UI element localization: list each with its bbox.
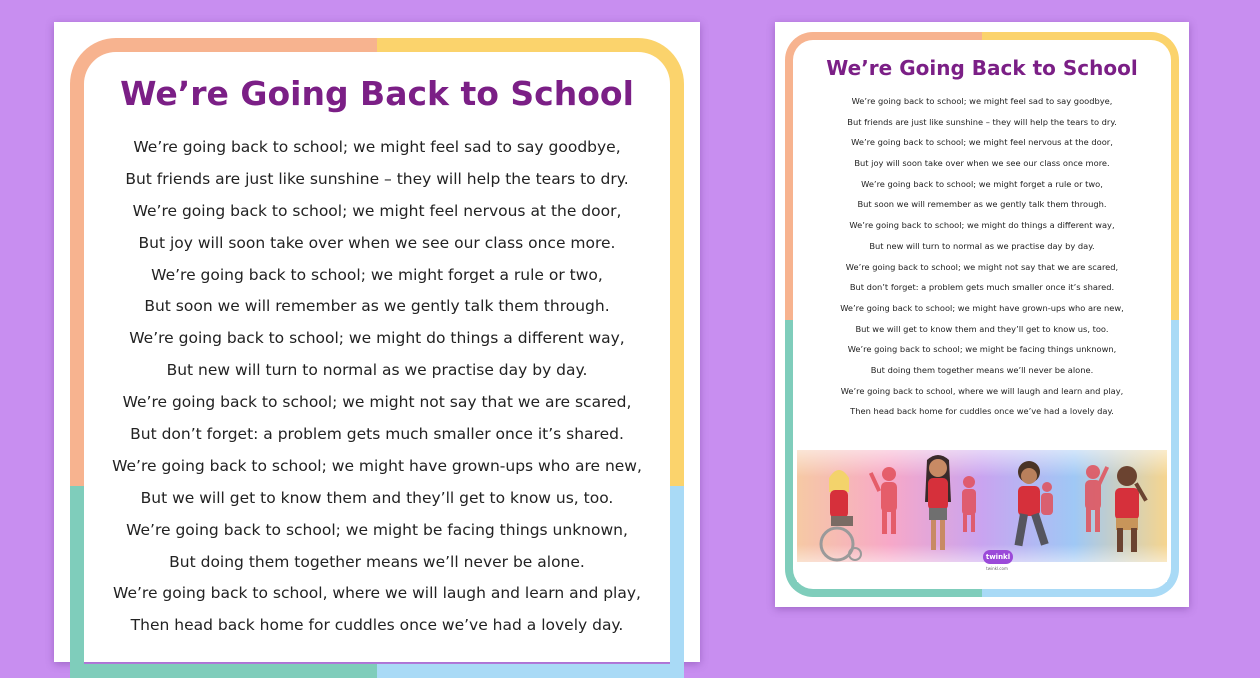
poem-line: We’re going back to school, where we will laugh and learn and play, [840,385,1124,396]
poem-line: But we will get to know them and they’ll get to know us, too. [855,323,1109,334]
poem-line: We’re going back to school; we might feel nervous at the door, [132,201,622,220]
poem-line: But doing them together means we’ll never be alone. [169,552,585,571]
poem-line: But friends are just like sunshine – they will help the tears to dry. [125,169,629,188]
poem-line: We’re going back to school; we might be facing things unknown, [847,344,1117,355]
poem-line: But don’t forget: a problem gets much smaller once it’s shared. [849,282,1115,293]
poem-line: We’re going back to school; we might feel sad to say goodbye, [133,138,621,156]
poem-line: But new will turn to normal as we practise day by day. [869,240,1095,251]
poem-line: We’re going back to school; we might do things a different way, [849,220,1115,231]
poster-title: We’re Going Back to School [120,74,634,113]
poem-lines [775,91,1189,422]
poem-line: We’re going back to school; we might have grown-ups who are new, [112,456,642,475]
poem-line: We’re going back to school; we might forget a rule or two, [151,265,603,284]
poem-line: But doing them together means we’ll never be alone. [870,364,1094,375]
illustration-art [797,432,1167,582]
poem-lines [54,132,700,642]
poem-line: Then head back home for cuddles once we’ve had a lovely day. [130,616,624,635]
poem-line: But joy will soon take over when we see our class once more. [854,158,1110,169]
poem-line: We’re going back to school; we might have grown-ups who are new, [840,302,1124,313]
children-illustration [797,432,1167,582]
poem-line: But friends are just like sunshine – they will help the tears to dry. [847,116,1117,127]
poem-line: We’re going back to school; we might not say that we are scared, [845,261,1119,272]
poster-large [54,22,700,662]
poster-small [775,22,1189,607]
poem-line: But don’t forget: a problem gets much smaller once it’s shared. [130,425,624,444]
poem-line: But new will turn to normal as we practise day by day. [166,361,588,380]
poem-line: We’re going back to school; we might feel sad to say goodbye, [851,96,1113,106]
poem-line: We’re going back to school; we might forget a rule or two, [861,178,1103,189]
poem-line: But we will get to know them and they’ll get to know us, too. [140,488,614,507]
brand-url: twinkl.com [986,566,1008,571]
poem-line: Then head back home for cuddles once we’ve had a lovely day. [850,406,1114,417]
poem-line: We’re going back to school; we might be facing things unknown, [126,520,628,539]
poem-line: We’re going back to school, where we will laugh and learn and play, [113,584,641,603]
poem-line: But soon we will remember as we gently talk them through. [144,297,610,316]
poem-line: But joy will soon take over when we see our class once more. [138,233,616,252]
brand-logo: twinkl [983,550,1013,564]
poem-line: We’re going back to school; we might feel nervous at the door, [851,137,1113,148]
poem-line: We’re going back to school; we might not say that we are scared, [122,393,632,412]
poem-line: We’re going back to school; we might do things a different way, [129,329,625,348]
poem-line: But soon we will remember as we gently talk them through. [857,199,1107,210]
poster-title: We’re Going Back to School [826,56,1138,80]
